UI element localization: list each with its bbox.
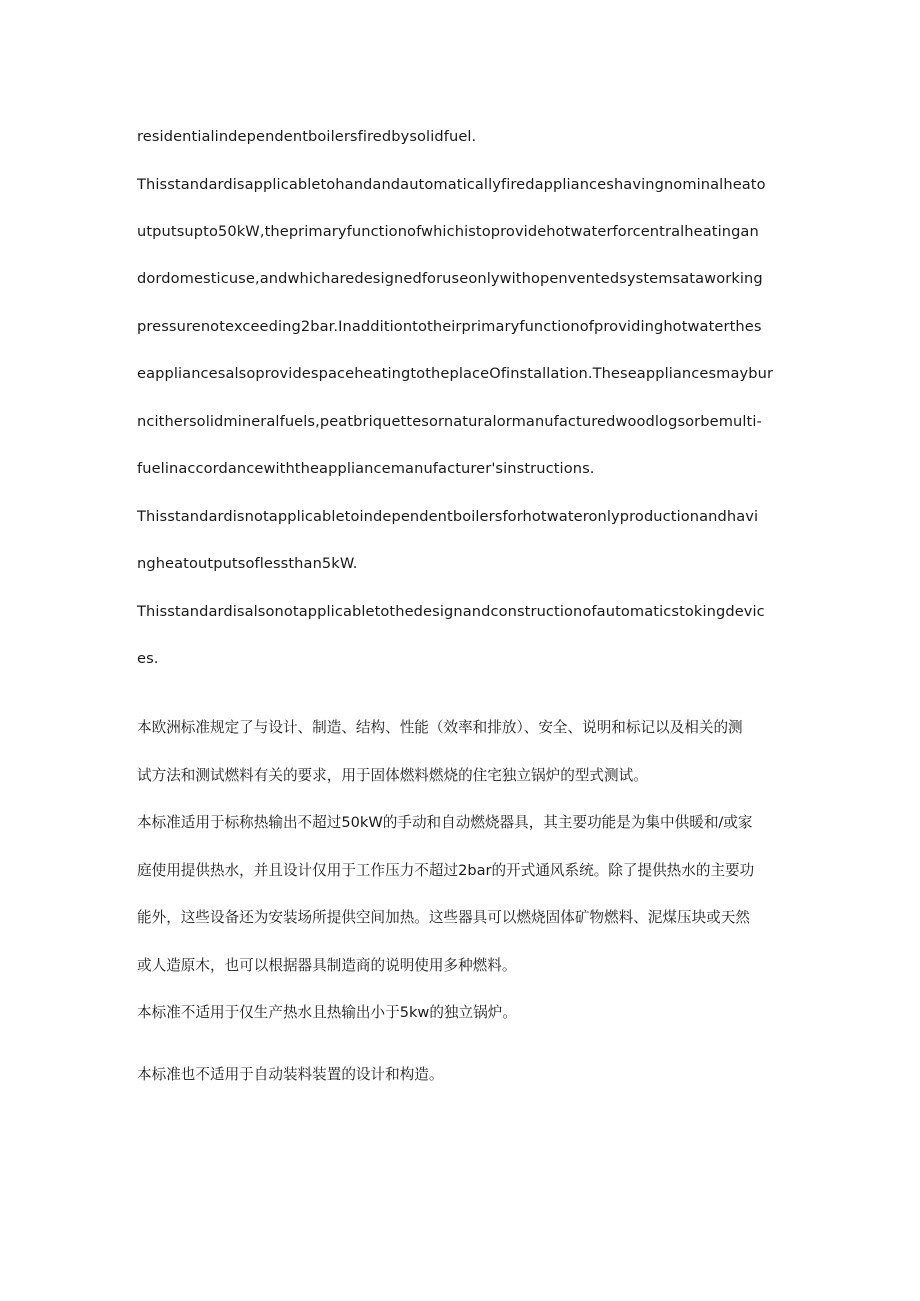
english-line-6: eappliancesalsoprovidespaceheatingtotheplaceOfinstallation.Theseappliancesmaybur [137,365,774,382]
english-line-9: Thisstandardisnotapplicabletoindependentboilersforhotwateronlyproductionandhavi [137,508,759,525]
chinese-line-8: 本标准也不适用于自动装料装置的设计和构造。 [137,1066,444,1083]
english-line-12: es. [137,650,159,667]
chinese-line-2: 试方法和测试燃料有关的要求，用于固体燃料燃烧的住宅独立锅炉的型式测试。 [137,767,648,784]
english-line-8: fuelinaccordancewiththeappliancemanufacturer'sinstructions. [137,460,595,477]
english-line-2: Thisstandardisapplicabletohandandautomaticallyfiredapplianceshavingnominalheato [137,176,766,193]
english-line-7: ncithersolidmineralfuels,peatbriquettesornaturalormanufacturedwoodlogsorbemulti- [137,413,762,430]
chinese-line-1: 本欧洲标准规定了与设计、制造、结构、性能（效率和排放）、安全、说明和标记以及相关的测 [137,719,743,736]
chinese-line-4: 庭使用提供热水，并且设计仅用于工作压力不超过2bar的开式通风系统。除了提供热水的主要功 [137,862,755,879]
english-line-4: dordomesticuse,andwhicharedesignedforuseonlywithopenventedsystemsataworking [137,270,763,287]
english-line-3: utputsupto50kW,theprimaryfunctionofwhichistoprovidehotwaterforcentralheatingan [137,223,759,240]
chinese-line-3: 本标准适用于标称热输出不超过50kW的手动和自动燃烧器具，其主要功能是为集中供暖和/或家 [137,814,753,831]
english-line-1: residentialindependentboilersfiredbysolidfuel. [137,128,477,145]
chinese-line-6: 或人造原木，也可以根据器具制造商的说明使用多种燃料。 [137,957,517,974]
english-line-11: Thisstandardisalsonotapplicabletothedesignandconstructionofautomaticstokingdevic [137,603,765,620]
chinese-line-5: 能外，这些设备还为安装场所提供空间加热。这些器具可以燃烧固体矿物燃料、泥煤压块或天然 [137,909,750,926]
english-line-10: ngheatoutputsoflessthan5kW. [137,555,358,572]
chinese-line-7: 本标准不适用于仅生产热水且热输出小于5kw的独立锅炉。 [137,1004,517,1021]
english-line-5: pressurenotexceeding2bar.Inadditiontotheirprimaryfunctionofprovidinghotwaterthes [137,318,762,335]
